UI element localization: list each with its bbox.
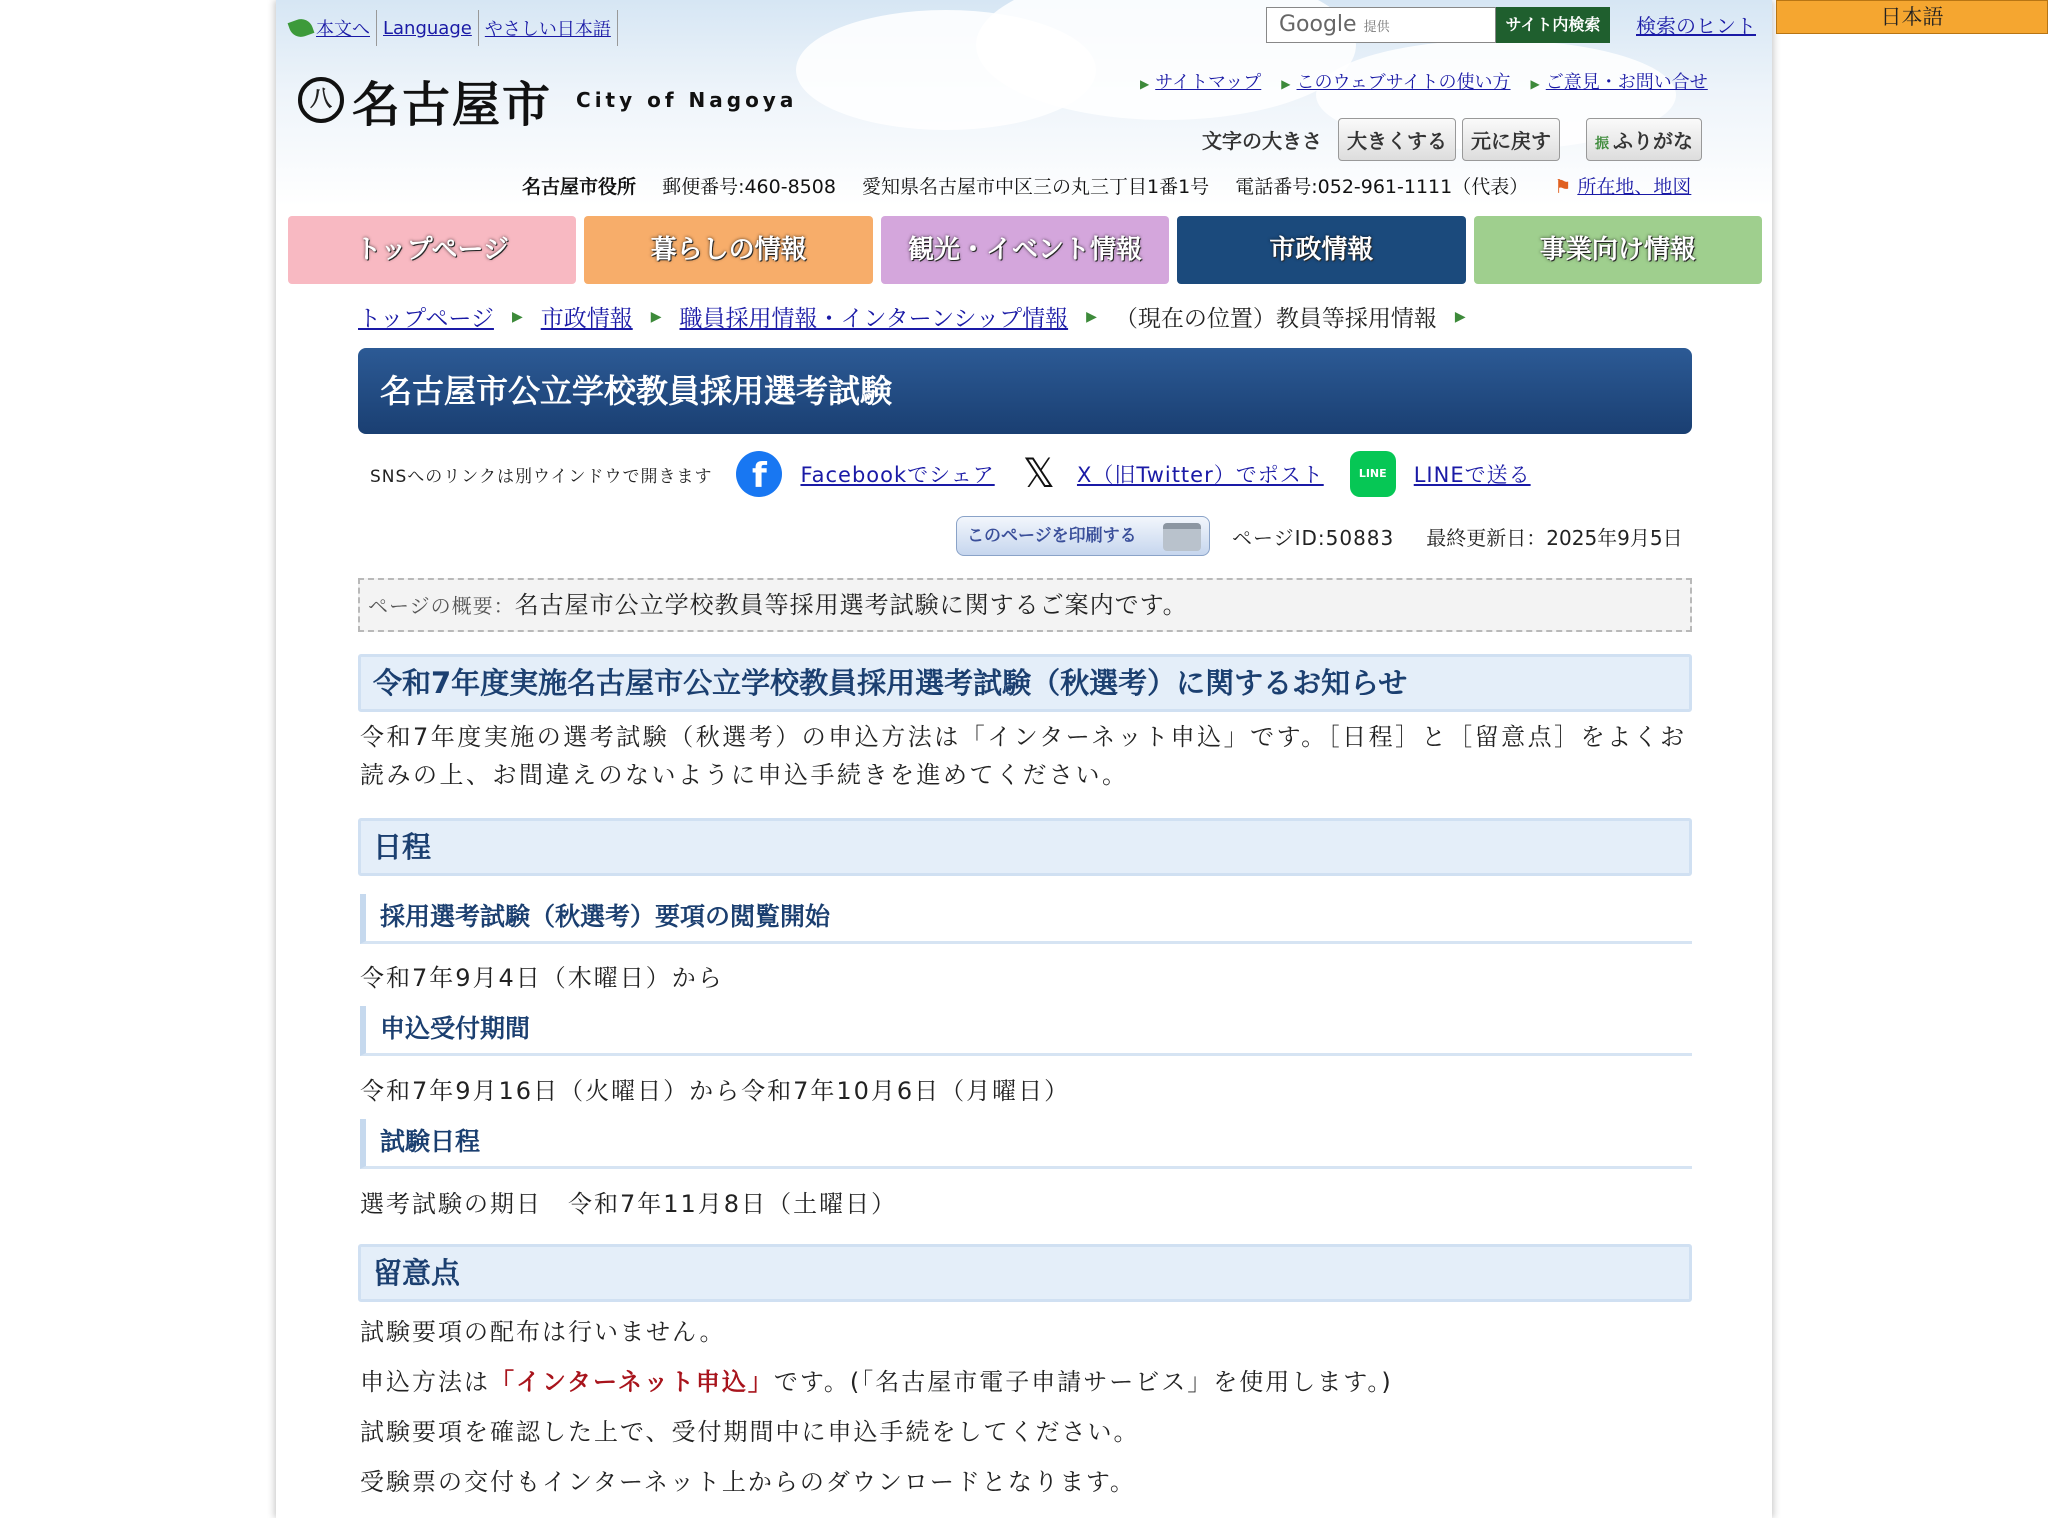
note-line-text: 申込方法は — [360, 1368, 490, 1396]
office-name: 名古屋市役所 — [522, 176, 637, 198]
facebook-share-link[interactable]: Facebookでシェア — [800, 463, 995, 487]
city-emblem-icon: 八 — [298, 77, 344, 123]
nav-tab-city-government[interactable]: 市政情報 — [1177, 216, 1465, 284]
city-logo[interactable] — [298, 70, 798, 133]
printer-icon — [1163, 523, 1201, 551]
logo-english: City of Nagoya — [576, 88, 798, 112]
divider — [617, 10, 618, 46]
search-brand-suffix: 提供 — [1363, 20, 1390, 35]
font-reset-button[interactable]: 元に戻す — [1462, 118, 1560, 161]
easy-japanese-link[interactable]: やさしい日本語 — [484, 19, 611, 40]
nav-tab-top[interactable]: トップページ — [288, 216, 576, 284]
breadcrumb-current: （現在の位置）教員等採用情報 — [1114, 306, 1437, 332]
notice-text: 令和7年度実施の選考試験（秋選考）の申込方法は「インターネット申込」です。［日程］と［留意点］をよくお読みの上、お間違えのないように申込手続きを進めてください。 — [360, 723, 1687, 789]
note-line-text: です。(「名古屋市電子申請サービス」を使用します。) — [773, 1368, 1393, 1396]
schedule-item-text: 選考試験の期日 令和7年11月8日（土曜日） — [360, 1190, 898, 1218]
note-line: 試験要項を確認した上で、受付期間中に申込手続をしてください。 — [360, 1418, 1140, 1446]
schedule-item-heading: 申込受付期間 — [360, 1006, 1692, 1056]
language-link[interactable]: Language — [383, 17, 472, 39]
font-larger-button[interactable]: 大きくする — [1338, 118, 1456, 161]
sns-note: SNSへのリンクは別ウインドウで開きます — [370, 466, 713, 487]
divider — [478, 10, 479, 46]
language-tab[interactable]: 日本語 — [1776, 0, 2048, 34]
last-updated: 最終更新日：2025年9月5日 — [1426, 525, 1683, 550]
city-hall-address — [522, 172, 1691, 199]
nav-tab-business[interactable]: 事業向け情報 — [1474, 216, 1762, 284]
nav-tab-living[interactable]: 暮らしの情報 — [584, 216, 872, 284]
line-icon[interactable]: LINE — [1350, 451, 1396, 497]
breadcrumb-arrow-icon: ▶ — [650, 308, 662, 325]
leaf-icon — [288, 16, 315, 40]
breadcrumb-arrow-icon: ▶ — [1086, 308, 1097, 325]
search-brand: Google — [1279, 12, 1357, 37]
breadcrumb-link-recruitment[interactable]: 職員採用情報・インターンシップ情報 — [679, 306, 1069, 332]
schedule-item-heading: 試験日程 — [360, 1119, 1692, 1169]
line-send-link[interactable]: LINEで送る — [1413, 463, 1531, 487]
phone-number: 電話番号:052-961-1111（代表） — [1235, 176, 1529, 198]
logo-name: 名古屋市 — [352, 76, 553, 133]
page-frame — [276, 0, 1772, 1518]
breadcrumb-arrow-icon: ▶ — [511, 308, 523, 325]
flag-icon: ⚑ — [1554, 176, 1572, 198]
x-icon[interactable]: 𝕏 — [1022, 451, 1055, 497]
site-usage-link[interactable]: このウェブサイトの使い方 — [1296, 72, 1511, 93]
note-line — [360, 1362, 1393, 1397]
note-emphasis: 「インターネット申込」 — [490, 1368, 774, 1396]
arrow-icon: ▶ — [1140, 77, 1150, 91]
site-search-input[interactable] — [1266, 7, 1496, 43]
notice-heading: 令和7年度実施名古屋市公立学校教員採用選考試験（秋選考）に関するお知らせ — [358, 654, 1692, 712]
global-navigation — [288, 216, 1762, 284]
page-title: 名古屋市公立学校教員採用選考試験 — [358, 348, 1692, 434]
furigana-button[interactable] — [1586, 118, 1702, 161]
breadcrumb-arrow-icon: ▶ — [1454, 308, 1466, 325]
skip-to-content-link[interactable]: 本文へ — [316, 19, 370, 40]
schedule-heading: 日程 — [358, 818, 1692, 876]
page-meta-row — [956, 516, 1683, 556]
schedule-item-text: 令和7年9月16日（火曜日）から令和7年10月6日（月曜日） — [360, 1077, 1071, 1105]
notes-heading: 留意点 — [358, 1244, 1692, 1302]
search-hint-link[interactable]: 検索のヒント — [1636, 14, 1756, 38]
summary-label: ページの概要： — [368, 594, 515, 618]
schedule-item-text: 令和7年9月4日（木曜日）から — [360, 964, 724, 992]
sitemap-link[interactable]: サイトマップ — [1155, 72, 1262, 93]
breadcrumb-link-top[interactable]: トップページ — [358, 306, 494, 332]
furigana-icon: 振 — [1595, 136, 1609, 152]
page-summary — [358, 578, 1692, 632]
font-size-controls — [1202, 118, 1702, 161]
header-top-links — [1140, 68, 1708, 94]
utility-links — [290, 8, 624, 48]
font-size-label: 文字の大きさ — [1202, 129, 1322, 153]
breadcrumb — [358, 300, 1484, 333]
site-search-button[interactable]: サイト内検索 — [1496, 7, 1610, 43]
facebook-icon[interactable]: f — [736, 451, 782, 497]
contact-link[interactable]: ご意見・お問い合せ — [1545, 72, 1708, 93]
print-page-button[interactable] — [956, 516, 1210, 556]
postal-code: 郵便番号:460-8508 — [662, 176, 836, 198]
arrow-icon: ▶ — [1530, 77, 1540, 91]
divider — [376, 10, 377, 46]
note-line: 受験票の交付もインターネット上からのダウンロードとなります。 — [360, 1468, 1136, 1496]
breadcrumb-link-city-government[interactable]: 市政情報 — [540, 306, 633, 332]
arrow-icon: ▶ — [1281, 77, 1291, 91]
site-header — [276, 0, 1772, 206]
furigana-label: ふりがな — [1613, 129, 1693, 153]
page-id: ページID:50883 — [1232, 525, 1395, 550]
sns-share-row — [370, 448, 1531, 500]
print-button-label: このページを印刷する — [967, 526, 1137, 546]
summary-text: 名古屋市公立学校教員等採用選考試験に関するご案内です。 — [514, 591, 1188, 619]
location-map-link[interactable]: 所在地、地図 — [1577, 176, 1692, 198]
nav-tab-tourism[interactable]: 観光・イベント情報 — [881, 216, 1169, 284]
x-post-link[interactable]: X（旧Twitter）でポスト — [1076, 463, 1324, 487]
street-address: 愛知県名古屋市中区三の丸三丁目1番1号 — [862, 176, 1210, 198]
schedule-item-heading: 採用選考試験（秋選考）要項の閲覧開始 — [360, 894, 1692, 944]
note-line: 試験要項の配布は行いません。 — [360, 1318, 726, 1346]
